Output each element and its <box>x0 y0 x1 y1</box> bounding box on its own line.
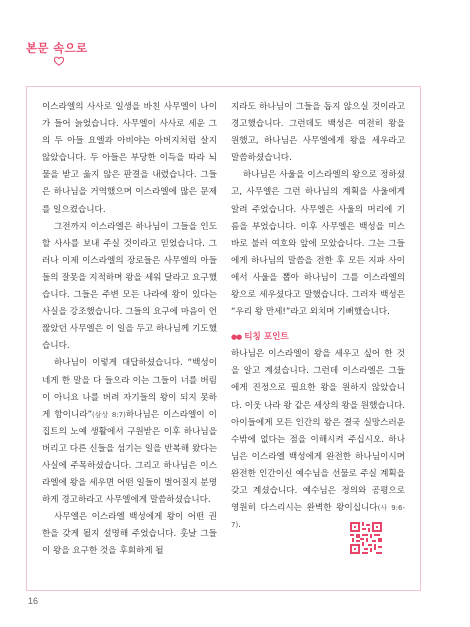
heart-icon <box>53 56 65 66</box>
teaching-point-title: 티칭 포인트 <box>244 332 289 343</box>
teaching-point-body: 하나님은 이스라엘이 왕을 세우고 싶어 한 것을 알고 계셨습니다. 그런데 이스라엘은 그들에게 진정으로 필요한 왕을 원하지 않았습니다. 이웃 나라 왕 같은 세상의 왕을 원했습니다. 아이들에게 모든 인간의 왕은 결국 실망스러운 수밖에 없다는 점을 이해시켜 주십시오. 하나님은 이스라엘 백성에게 완전한 하나님이시며 완전한 인간이신 예수님을 선물로 주실 계획을 갖고 계셨습니다. 예수님은 정의와 공평으로 영원히 다스리시는 완벽한 왕이십니다 <box>231 349 406 514</box>
paragraph-continued: 하나님은 이스라엘이 이집트의 노예 생활에서 구원받은 이후 하나님을 버리고 다른 신들을 섬기는 일을 반복해 왔다는 사실에 주목하셨습니다. 그리고 하나님은 이스라엘에 왕을 세우면 어떤 일들이 벌어질지 분명하게 경고하라고 사무엘에게 말씀하셨습니다. <box>42 409 217 506</box>
scripture-reference: (사 9:6-7) <box>231 504 405 530</box>
teaching-point-text <box>231 346 405 534</box>
left-column <box>42 99 217 561</box>
paragraph: 지라도 하나님이 그들을 돕지 않으실 것이라고 경고했습니다. 그런데도 백성은 여전히 왕을 원했고, 하나님은 사무엘에게 왕을 세우라고 말씀하셨습니다. <box>231 102 405 164</box>
paragraph: 이스라엘의 사사로 일생을 바친 사무엘이 나이가 들어 늙었습니다. 사무엘이 사사로 세운 그의 두 아들 요엘과 아비야는 아버지처럼 살지 않았습니다. 두 아들은 부당한 이득을 따라 뇌물을 받고 옳지 않은 판결을 내렸습니다. 그들은 하나님을 거역했으며 이스라엘에 많은 문제를 일으켰습니다. <box>42 102 217 215</box>
paragraph <box>42 355 217 509</box>
qr-code-icon[interactable] <box>350 522 382 554</box>
right-column <box>231 99 405 534</box>
paragraph: 하나님은 사울을 이스라엘의 왕으로 정하셨고, 사무엘은 그런 하나님의 계획을 사울에게 알려 주었습니다. 사무엘은 사울의 머리에 기름을 부었습니다. 이후 사무엘은 백성을 미스바로 불러 여호와 앞에 모았습니다. 그는 그들에게 하나님의 말씀을 전한 후 모든 지파 사이에서 사울을 뽑아 하나님이 그를 이스라엘의 왕으로 세우셨다고 말했습니다. 그러자 백성은 “우리 왕 만세!”라고 외치며 기뻐했습니다. <box>231 170 405 318</box>
bullet-dots-icon: ●● <box>231 333 242 342</box>
section-header <box>26 40 87 56</box>
teaching-point-heading <box>231 329 405 346</box>
page-number: 16 <box>28 596 39 606</box>
section-title: 본문 속으로 <box>26 41 88 55</box>
scripture-reference: (삼상 8:7) <box>92 410 126 419</box>
sentence-end: . <box>238 520 241 531</box>
paragraph: 사무엘은 이스라엘 백성에게 왕이 어떤 권한을 갖게 될지 설명해 주었습니다. 훗날 그들이 왕을 요구한 것을 후회하게 될 <box>42 512 217 557</box>
quote-text: 하나님이 이렇게 대답하셨습니다. “백성이 네게 한 말을 다 들으라 이는 그들이 너를 버림이 아니요 나를 버려 자기들의 왕이 되지 못하게 함이니라” <box>42 358 217 420</box>
paragraph: 그전까지 이스라엘은 하나님이 그들을 인도할 사사를 보내 주실 것이라고 믿었습니다. 그러나 이제 이스라엘의 장로들은 사무엘의 아들들의 잘못을 지적하며 왕을 세워 달라고 요구했습니다. 그들은 주변 모든 나라에 왕이 있다는 사실을 강조했습니다. 그들의 요구에 마음이 언짢았던 사무엘은 이 일을 두고 하나님께 기도했습니다. <box>42 221 217 352</box>
